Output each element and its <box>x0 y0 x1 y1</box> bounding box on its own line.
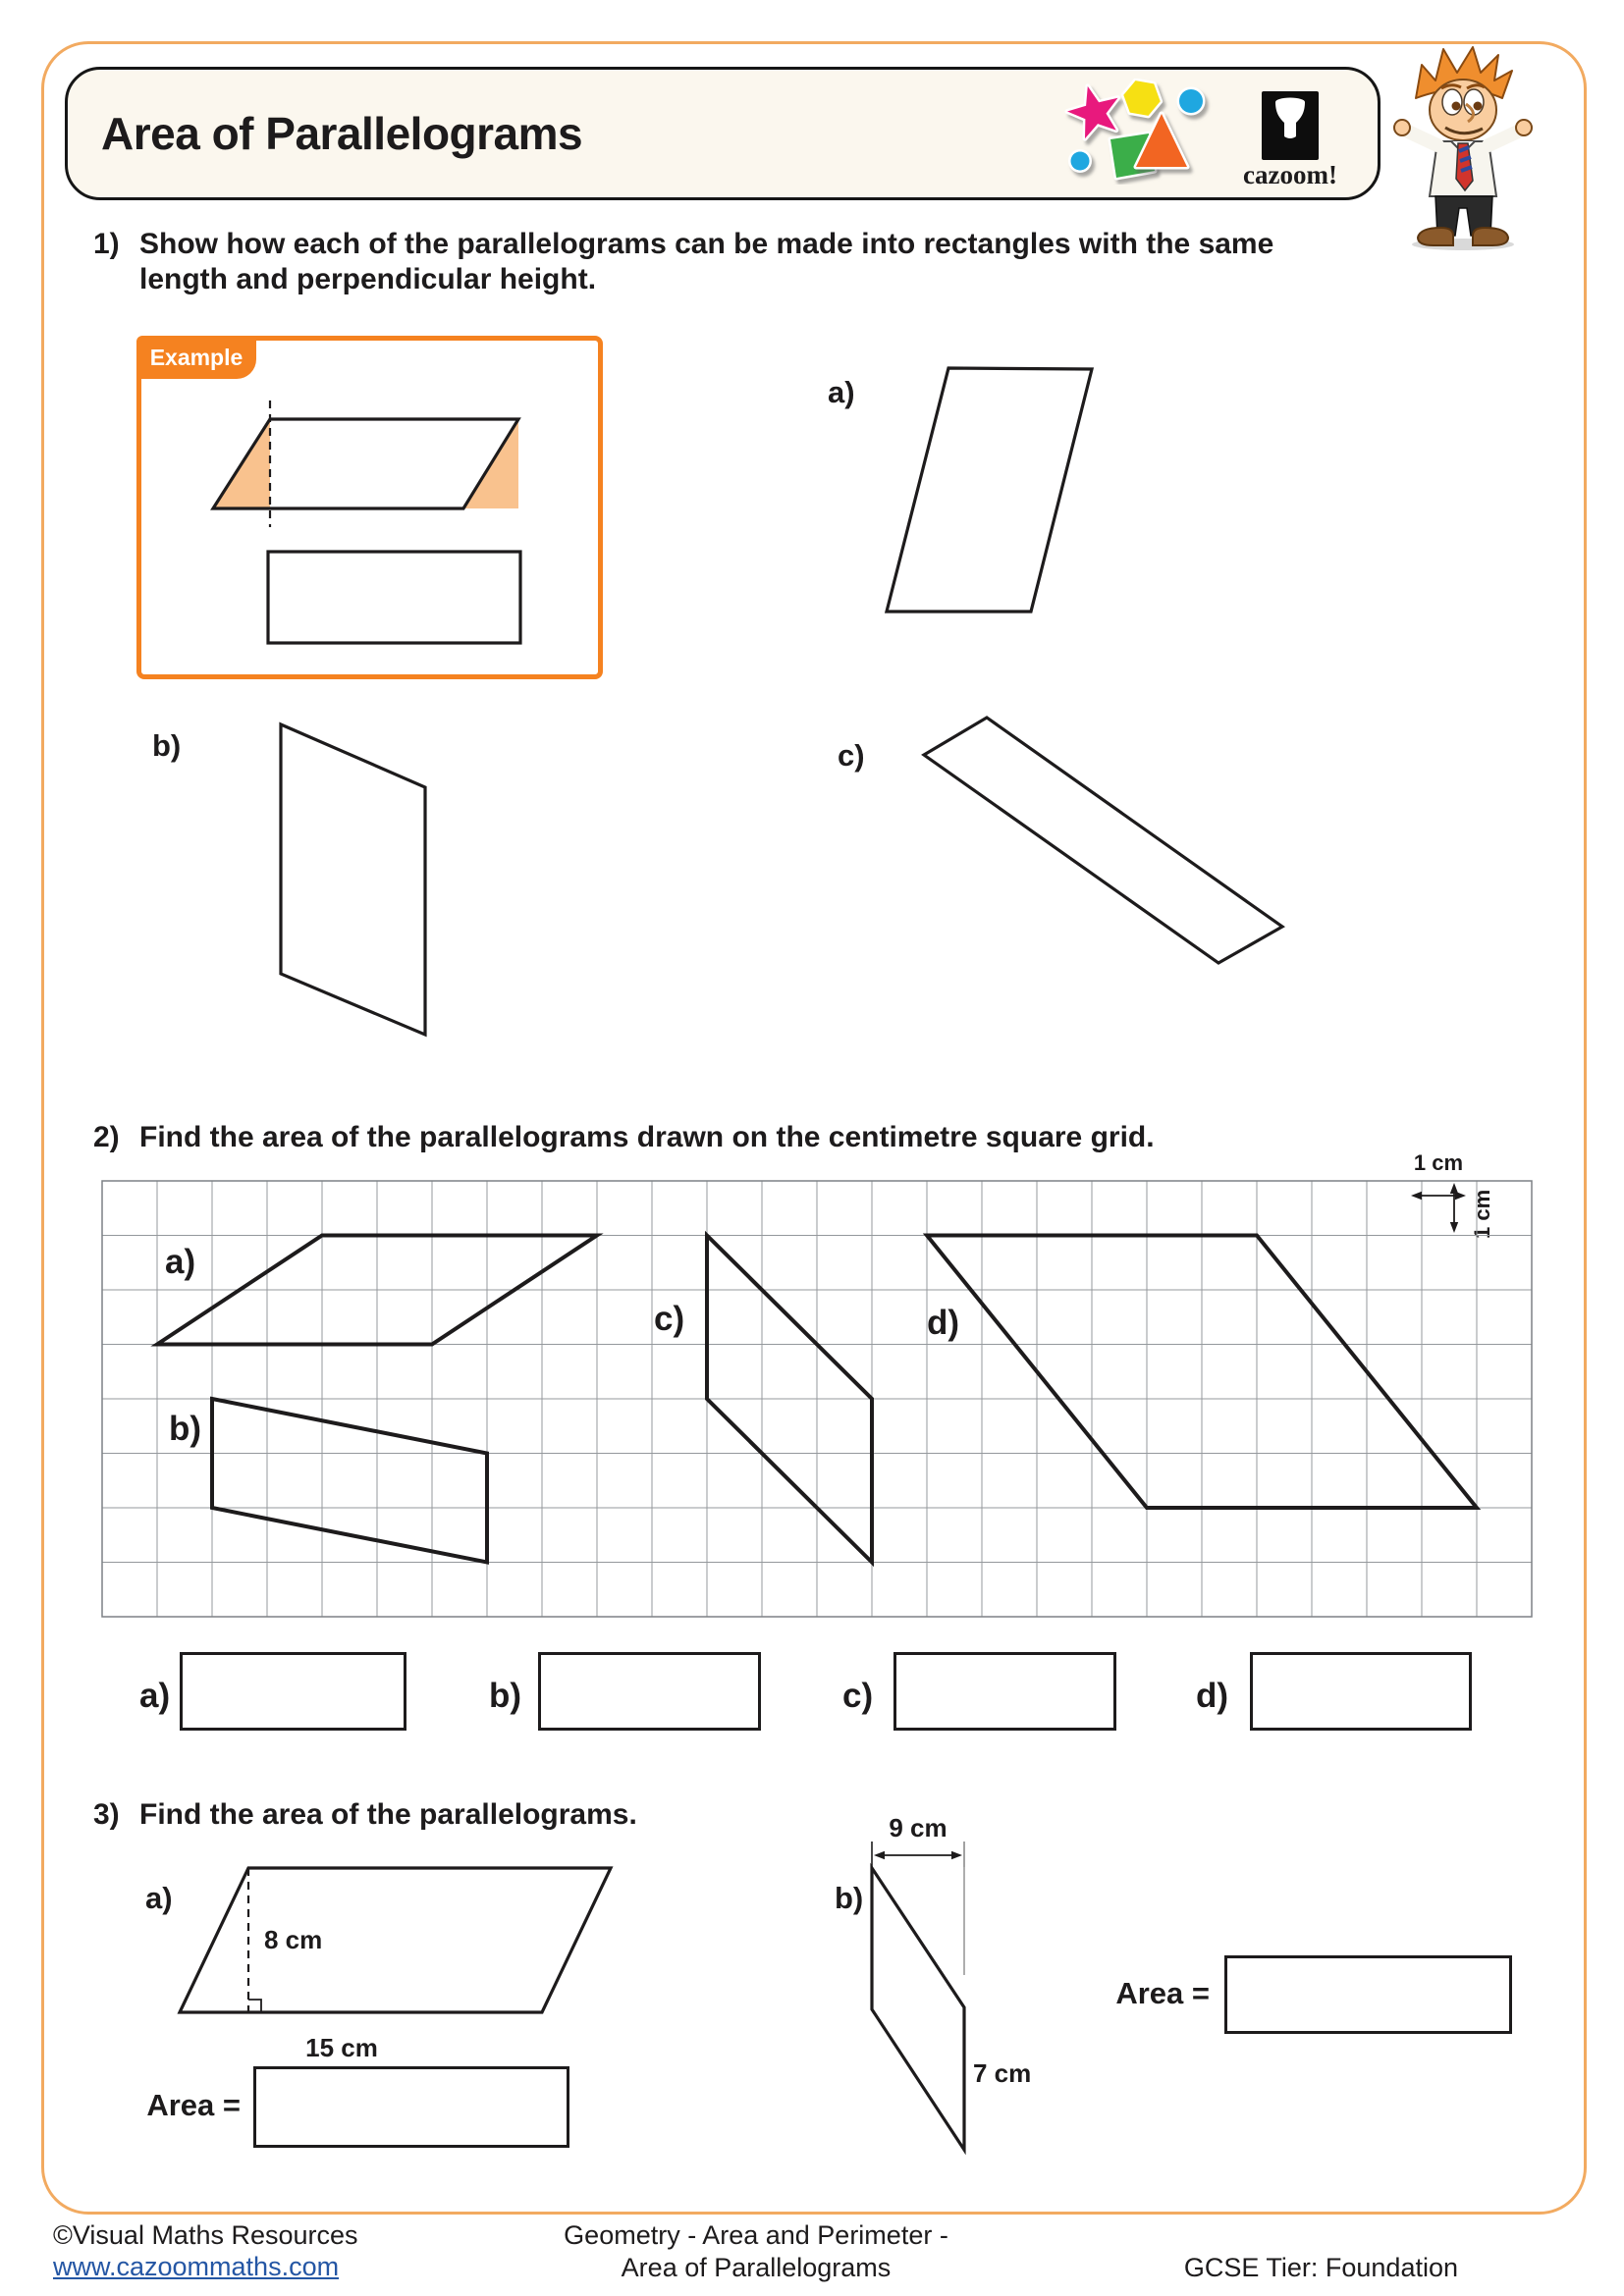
answer-box-d[interactable] <box>1250 1652 1472 1731</box>
answer-label-a: a) <box>139 1677 171 1715</box>
q2-text: Find the area of the parallelograms drawn on the centimetre square grid. <box>139 1121 1155 1153</box>
grid-label-d: d) <box>927 1304 960 1342</box>
answer-box-a[interactable] <box>180 1652 406 1731</box>
q1-label-b: b) <box>152 728 182 763</box>
example-tab-label: Example <box>149 344 244 370</box>
answer-label-b: b) <box>489 1677 522 1715</box>
q2-number: 2) <box>93 1121 120 1153</box>
example-tab <box>136 336 256 379</box>
q3b-area-label: Area = <box>1115 1976 1210 2010</box>
cazoom-logo-text: cazoom! <box>1243 160 1337 189</box>
q3b-area-box[interactable] <box>1224 1955 1512 2034</box>
q3b-width-label: 9 cm <box>889 1813 947 1842</box>
answer-label-c: c) <box>842 1677 874 1715</box>
q3b-side-label: 7 cm <box>973 2058 1032 2088</box>
mascot-character <box>1382 41 1543 253</box>
scale-label-vertical: 1 cm <box>1470 1189 1494 1239</box>
grid-label-a: a) <box>165 1243 196 1281</box>
q3-label-a: a) <box>145 1881 173 1915</box>
circle-icon-large <box>1179 89 1203 113</box>
grid-label-c: c) <box>654 1300 685 1338</box>
q1-label-c: c) <box>838 738 865 773</box>
footer-topic-line1: Geometry - Area and Perimeter - <box>564 2220 948 2250</box>
page-title: Area of Parallelograms <box>101 108 583 159</box>
q3a-base-label: 15 cm <box>305 2033 378 2062</box>
q1-text-line2: length and perpendicular height. <box>139 263 597 295</box>
q3a-area-label: Area = <box>146 2088 241 2122</box>
hexagon-icon <box>1123 80 1160 116</box>
footer-tier: GCSE Tier: Foundation <box>1183 2253 1458 2282</box>
q1-label-a: a) <box>828 375 855 409</box>
q3-text: Find the area of the parallelograms. <box>139 1798 637 1831</box>
answer-label-d: d) <box>1196 1677 1229 1715</box>
q1-number: 1) <box>93 228 120 260</box>
shapes-cluster <box>1056 79 1218 185</box>
q3a-area-box[interactable] <box>253 2066 569 2148</box>
footer-topic-line2: Area of Parallelograms <box>621 2253 892 2282</box>
answer-box-b[interactable] <box>538 1652 761 1731</box>
cazoom-drum-icon <box>1262 91 1319 160</box>
q1-text-line1: Show how each of the parallelograms can be made into rectangles with the same <box>139 228 1274 260</box>
circle-icon-small <box>1071 152 1090 171</box>
q3a-height-label: 8 cm <box>264 1925 323 1954</box>
q3-label-b: b) <box>835 1881 864 1915</box>
scale-label-horizontal: 1 cm <box>1413 1150 1464 1175</box>
footer-link[interactable]: www.cazoommaths.com <box>53 2252 340 2281</box>
star-icon <box>1067 86 1118 138</box>
example-box <box>136 336 603 679</box>
grid-label-b: b) <box>169 1410 202 1448</box>
answer-box-c[interactable] <box>893 1652 1116 1731</box>
q3-number: 3) <box>93 1798 120 1831</box>
footer-credit: ©Visual Maths Resources <box>53 2220 358 2250</box>
